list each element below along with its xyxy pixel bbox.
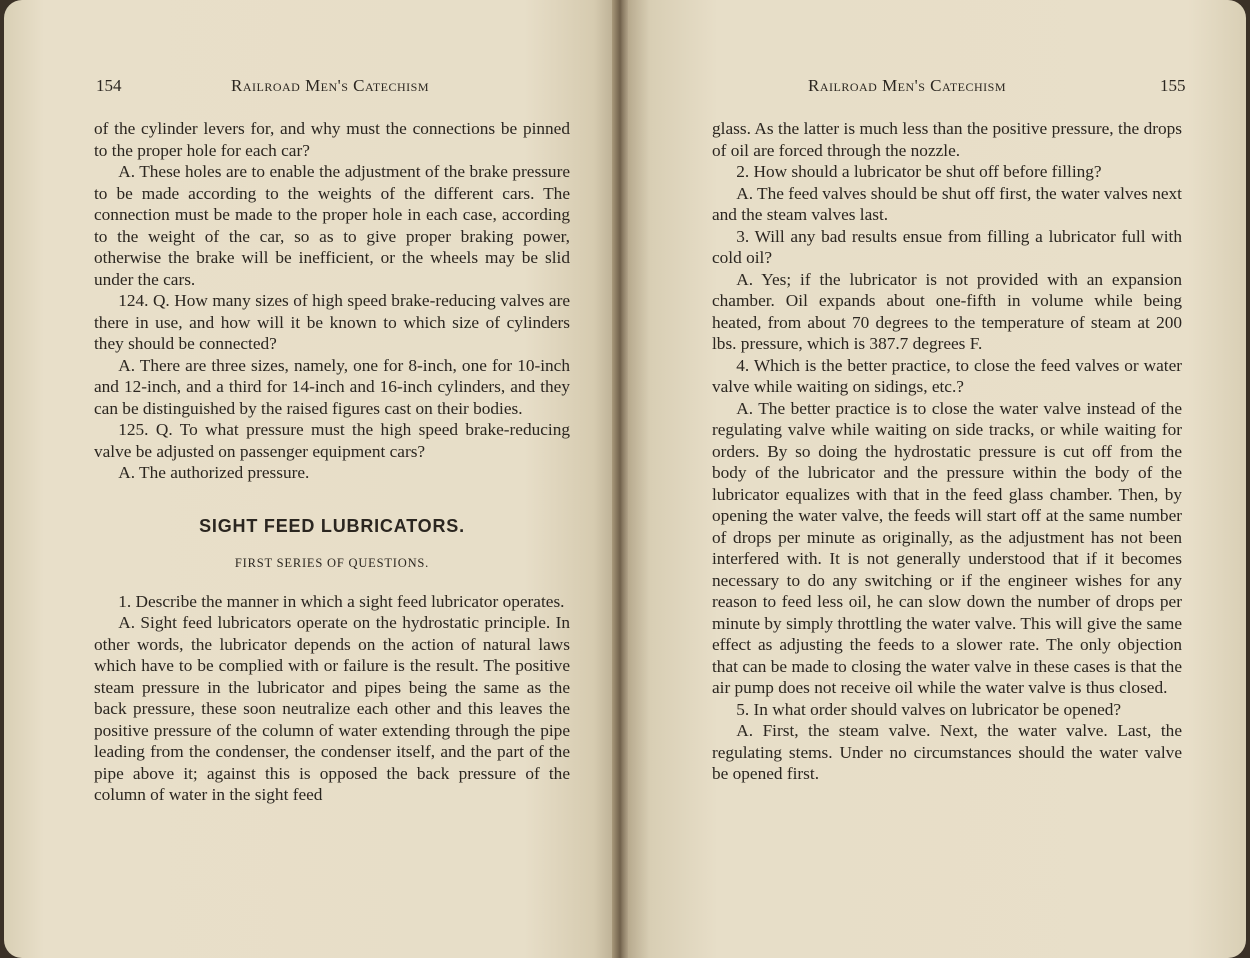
paragraph: A. Sight feed lubricators operate on the hydrostatic principle. In other words, the lubricator depends on the action of natural laws which have to be complied with or failure is the result. The positive steam pressure in the lubricator and pipes being the same as the back pressure, these soon neutralize each other and this leaves the positive pressure of the column of water extending through the pipe leading from the condenser, the condenser itself, and the part of the pipe above it; against this is opposed the back pressure of the column of water in the sight feed xyxy=(94,613,570,804)
paragraph: A. These holes are to enable the adjustment of the brake pressure to be made according to the weights of the different cars. The connection must be made to the proper hole in each case, according to the weight of the car, so as to give proper braking power, otherwise the brake will be inefficient, or the wheels may be slid under the cars. xyxy=(94,162,570,289)
section-subheading: FIRST SERIES OF QUESTIONS. xyxy=(234,556,430,570)
paragraph: A. Yes; if the lubricator is not provided with an expansion chamber. Oil expands about one-fifth in volume while being heated, from about 70 degrees to the temperature of steam at 200 lbs. pressure, which is 387.7 degrees F. xyxy=(712,269,1182,353)
page-text xyxy=(94,118,570,806)
paragraph: A. First, the steam valve. Next, the water valve. Last, the regulating stems. Under no circumstances should the water valve be opened first. xyxy=(712,721,1182,783)
paragraph: of the cylinder levers for, and why must the connections be pinned to the proper hole for each car? xyxy=(94,119,570,160)
paragraph: A. The feed valves should be shut off first, the water valves next and the steam valves last. xyxy=(712,183,1182,224)
left-page xyxy=(4,0,616,958)
right-page xyxy=(628,0,1246,958)
page-text xyxy=(712,118,1182,785)
paragraph: 125. Q. To what pressure must the high speed brake-reducing valve be adjusted on passenger equipment cars? xyxy=(94,420,570,461)
running-head: Railroad Men's Catechism xyxy=(230,76,430,95)
paragraph: A. The authorized pressure. xyxy=(118,463,310,482)
paragraph: 3. Will any bad results ensue from filling a lubricator full with cold oil? xyxy=(712,226,1182,267)
paragraph: 4. Which is the better practice, to close the feed valves or water valve while waiting on sidings, etc.? xyxy=(712,355,1182,396)
page-number: 154 xyxy=(96,76,122,95)
paragraph: A. There are three sizes, namely, one for 8-inch, one for 10-inch and 12-inch, and a third for 14-inch and 16-inch cylinders, and they can be distinguished by the raised figures cast on their bodies. xyxy=(94,355,570,418)
section-heading: SIGHT FEED LUBRICATORS. xyxy=(199,515,465,536)
paragraph: A. The better practice is to close the water valve instead of the regulating valve while waiting on side tracks, or while waiting for orders. By so doing the hydrostatic pressure is cut off from the body of the lubricator and the pressure within the body of the lubricator equalizes with that in the feed glass chamber. Then, by opening the water valve, the feeds will start off at the same number of drops per minute as originally, as the adjustment has not been interfered with. It is not generally understood that if it becomes necessary to do any switching or if the engineer wishes for any reason to feed less oil, he can slow down the number of drops per minute by simply throttling the water valve. This will give the same effect as adjusting the feeds to a slower rate. The only objection that can be made to closing the water valve in these cases is that the air pump does not receive oil while the water valve is thus closed. xyxy=(712,398,1182,697)
paragraph: 124. Q. How many sizes of high speed brake-reducing valves are there in use, and how will it be known to which size of cylinders they should be connected? xyxy=(94,291,570,353)
paragraph: 5. In what order should valves on lubricator be opened? xyxy=(736,699,1122,719)
paragraph: 2. How should a lubricator be shut off before filling? xyxy=(736,162,1102,181)
paragraph: glass. As the latter is much less than the positive pressure, the drops of oil are forced through the nozzle. xyxy=(712,119,1182,160)
paragraph: 1. Describe the manner in which a sight feed lubricator operates. xyxy=(118,591,565,611)
running-head: Railroad Men's Catechism xyxy=(807,76,1007,95)
page-number: 155 xyxy=(1160,76,1186,95)
